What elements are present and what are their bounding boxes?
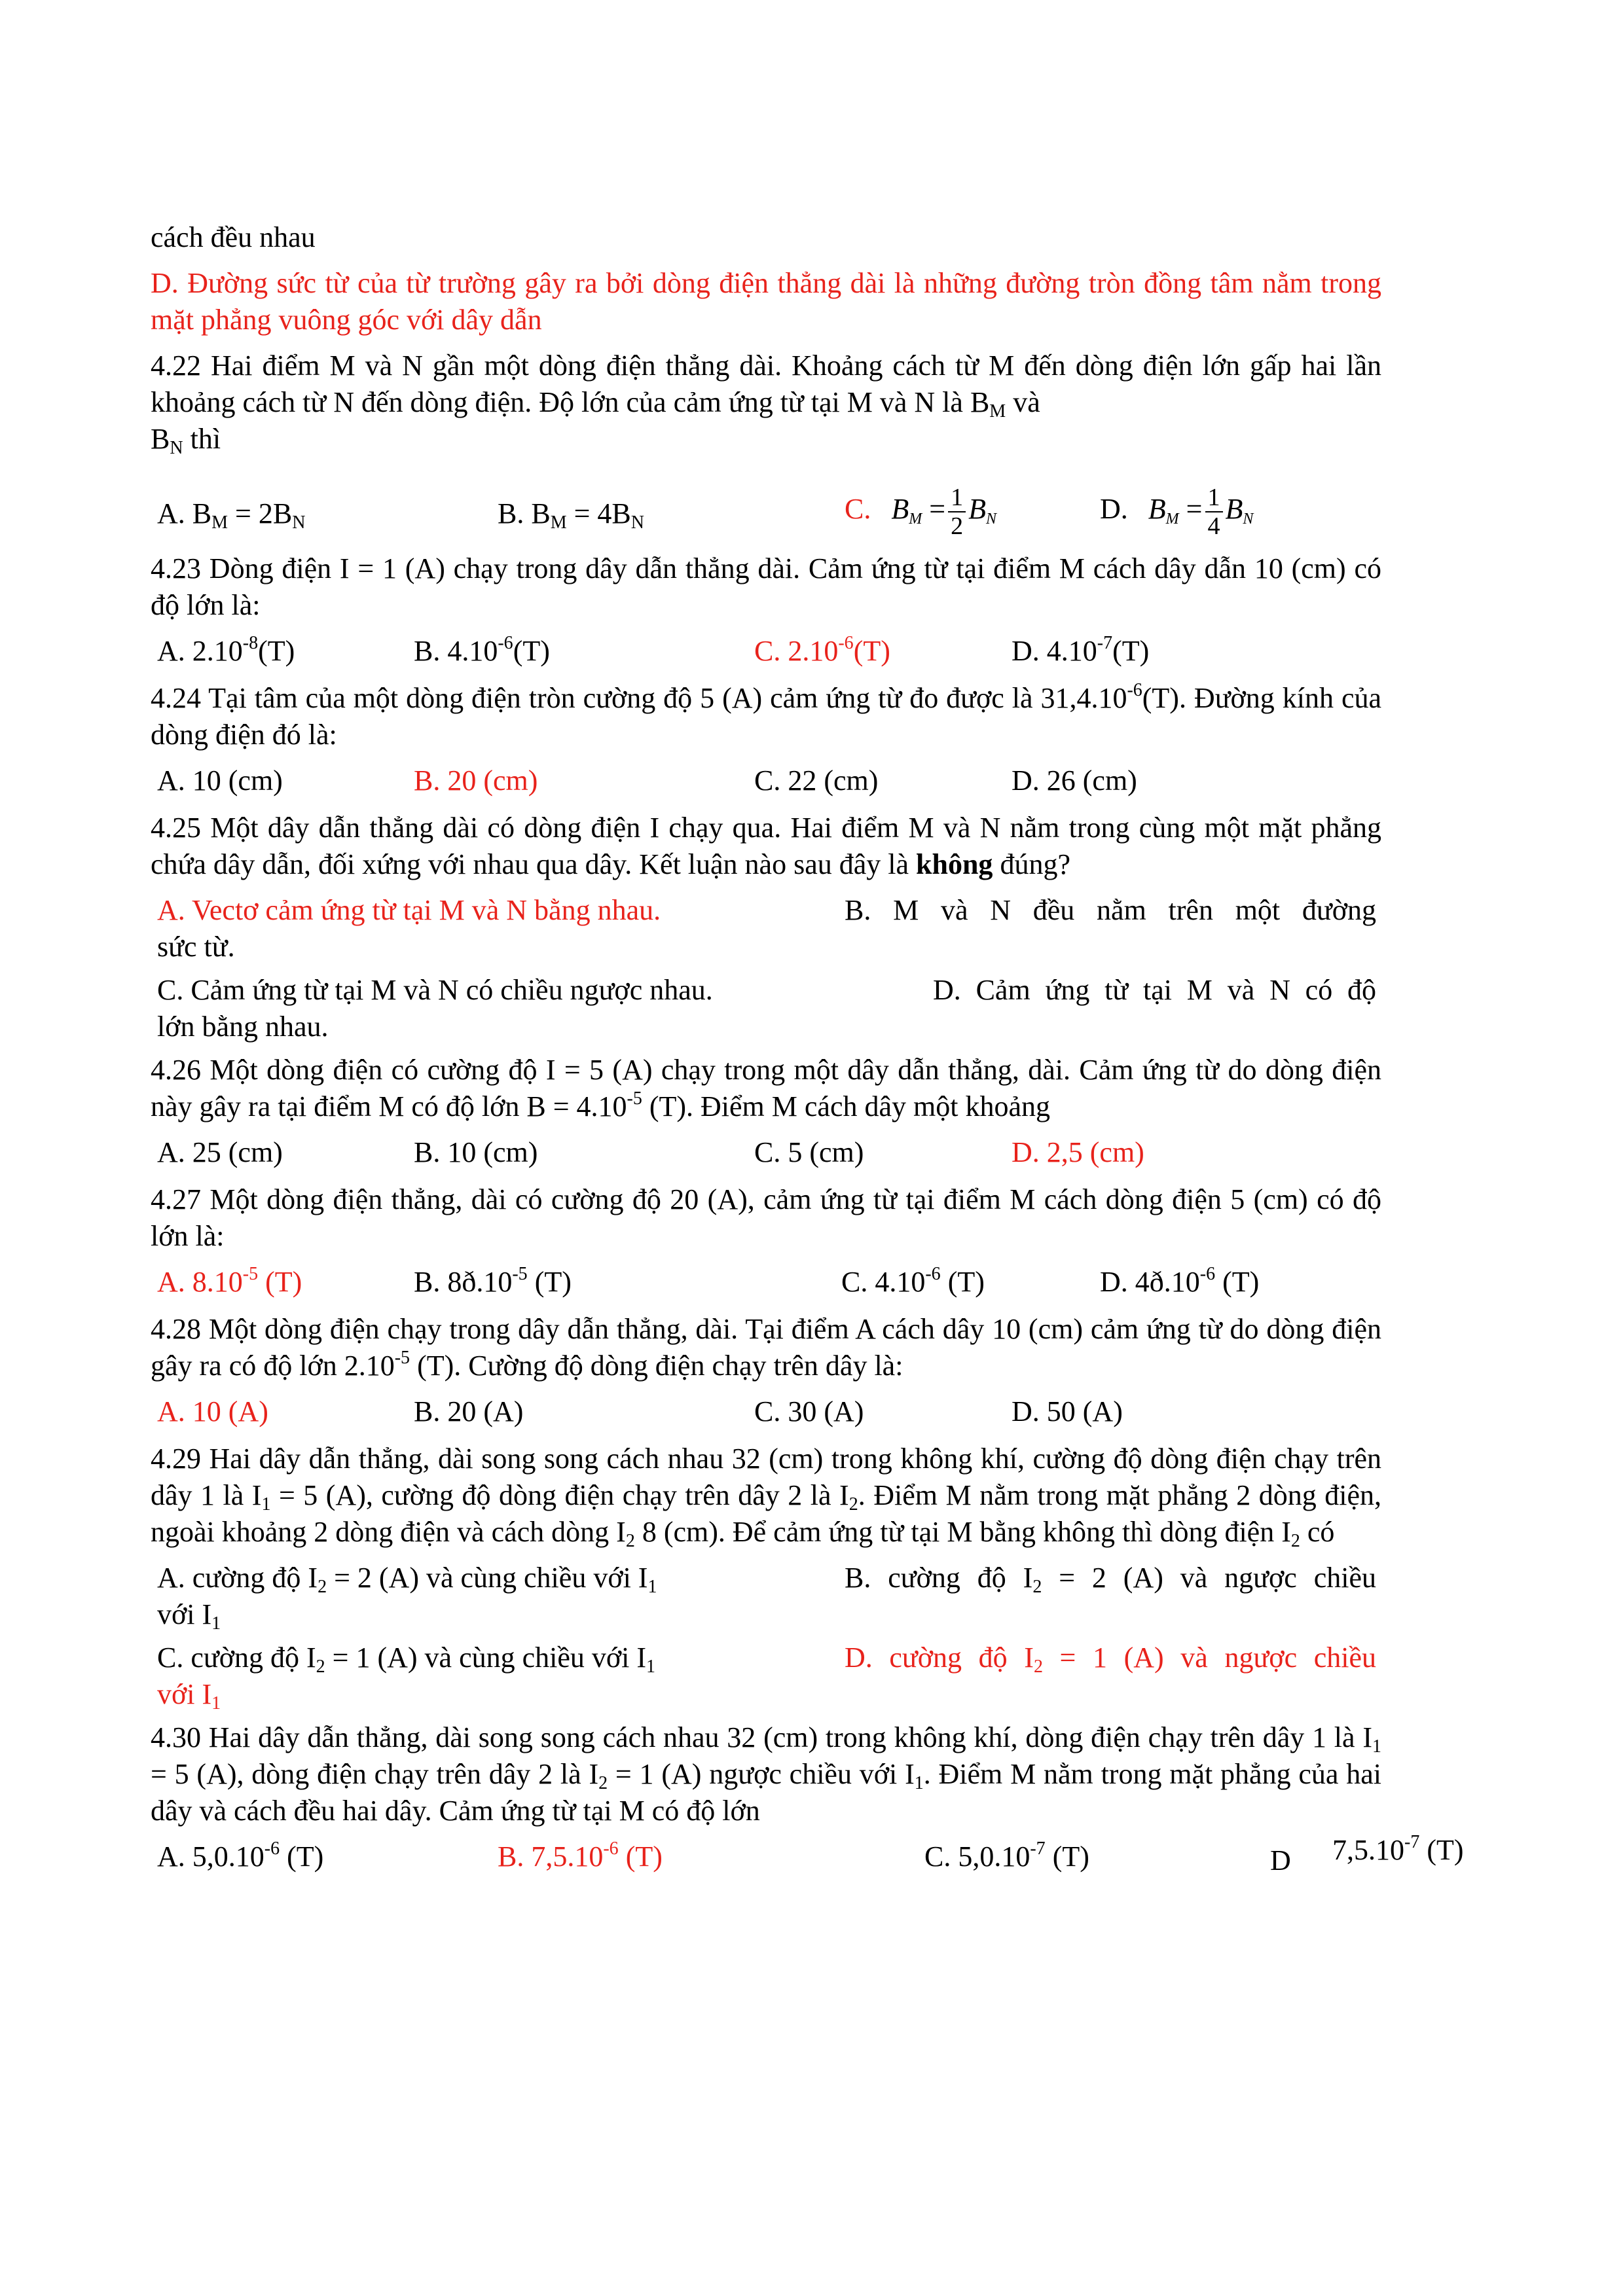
answers-4-30 [157, 1832, 1464, 1878]
option-c: C. BM = $\frac{1}{2}$ BN [845, 484, 996, 540]
option-d: D. 2,5 (cm) [1012, 1136, 1144, 1168]
option-c: C. $5,0.10^{-7}$ (T) [924, 1839, 1089, 1873]
option-b: B. 10 (cm) [414, 1136, 538, 1168]
option-d: D. $4.10^{-7}(T)$ [1012, 633, 1150, 667]
answers-4-29-cd [157, 1640, 1381, 1713]
option-a: A. $5,0.10^{-6}$ (T) [157, 1839, 324, 1873]
option-a: A. 10 (A) [157, 1395, 268, 1427]
answers-4-27 [157, 1264, 1381, 1303]
option-b: B. $B_M = 4B_N$ [498, 497, 645, 533]
option-c: C. 5 (cm) [754, 1136, 864, 1168]
question-4-27: 4.27 Một dòng điện thẳng, dài có cường độ 20 (A), cảm ứng từ tại điểm M cách dòng điện 5 (cm) có độ lớn là: [151, 1183, 1381, 1252]
question-4-30: 4.30 Hai dây dẫn thẳng, dài song song cách nhau 32 (cm) trong không khí, dòng điện chạy trên dây 1 là $I_1 = 5$ (A), dòng điện chạy trên dây 2 là $I_2 = 1$ (A) ngược chiều với $I_1$. Điểm M nằm trong mặt phẳng của hai dây và cách đều hai dây. Cảm ứng từ tại M có độ lớn [151, 1721, 1381, 1827]
question-4-24: 4.24 Tại tâm của một dòng điện tròn cường độ 5 (A) cảm ứng từ đo được là $31,4.10^{-6}(T)$. Đường kính của dòng điện đó là: [151, 680, 1381, 751]
option-d-continued: lớn bằng nhau. [157, 1011, 329, 1043]
question-4-26: 4.26 Một dòng điện có cường độ I = 5 (A) chạy trong một dây dẫn thẳng, dài. Cảm ứng từ do dòng điện này gây ra tại điểm M có độ lớn $B = 4.10^{-5}$ (T). Điểm M cách dây một khoảng [151, 1054, 1381, 1122]
option-d: D. cường độ $I_2 = 1$ (A) và ngược chiều [845, 1641, 1376, 1677]
option-b: B. M và N đều nằm trên một đường [845, 894, 1376, 926]
answers-4-25-ab [157, 892, 1381, 965]
option-d: D. 50 (A) [1012, 1395, 1123, 1427]
option-b: B. $7,5.10^{-6}$ (T) [498, 1839, 663, 1873]
option-b: B. 20 (A) [414, 1395, 524, 1427]
option-b: B. cường độ $I_2 = 2$ (A) và ngược chiều [845, 1562, 1376, 1597]
question-4-23: 4.23 Dòng điện I = 1 (A) chạy trong dây dẫn thẳng dài. Cảm ứng từ tại điểm M cách dây dẫn 10 (cm) có độ lớn là: [151, 552, 1381, 621]
option-c: C. cường độ $I_2 = 1$ (A) và cùng chiều với $I_1$ [157, 1641, 656, 1677]
option-d: D. $4ð.10^{-6}$ (T) [1100, 1264, 1260, 1298]
option-a: A. $B_M = 2B_N$ [157, 497, 306, 533]
option-b: B. 20 (cm) [414, 764, 538, 797]
answers-4-25-cd [157, 972, 1381, 1045]
question-4-25: 4.25 Một dây dẫn thẳng dài có dòng điện I chạy qua. Hai điểm M và N nằm trong cùng một mặt phẳng chứa dây dẫn, đối xứng với nhau qua dây. Kết luận nào sau đây là không đúng? [151, 812, 1381, 880]
option-d-continued: với $I_1$ [157, 1678, 221, 1713]
option-c: C. Cảm ứng từ tại M và N có chiều ngược nhau. [157, 974, 713, 1006]
question-4-28: 4.28 Một dòng điện chạy trong dây dẫn thẳng, dài. Tại điểm A cách dây 10 (cm) cảm ứng từ do dòng điện gây ra có độ lớn $2.10^{-5}$ (T). Cường độ dòng điện chạy trên dây là: [151, 1313, 1381, 1382]
option-b: B. $8ð.10^{-5}$ (T) [414, 1264, 572, 1298]
option-d: D. BM = $\frac{1}{4}$ BN [1100, 484, 1254, 540]
option-a: A. 25 (cm) [157, 1136, 283, 1168]
answers-4-28 [157, 1393, 1381, 1433]
option-a: A. $2.10^{-8}(T)$ [157, 633, 295, 667]
option-a: A. $8.10^{-5}$ (T) [157, 1264, 302, 1298]
option-b: B. $4.10^{-6}(T)$ [414, 633, 550, 667]
intro-option-d: D. Đường sức từ của từ trường gây ra bởi dòng điện thẳng dài là những đường tròn đồng tâm nằm trong mặt phẳng vuông góc với dây dẫn [151, 267, 1381, 336]
option-b-continued: sức từ. [157, 931, 235, 963]
answers-4-29-ab [157, 1560, 1381, 1633]
answers-4-22 [157, 484, 1381, 543]
answers-4-26 [157, 1134, 1381, 1174]
option-c: C. 22 (cm) [754, 764, 879, 797]
worksheet [151, 219, 1464, 1886]
option-d: D. Cảm ứng từ tại M và N có độ [933, 974, 1376, 1006]
option-b-continued: với $I_1$ [157, 1598, 221, 1634]
option-d-label: D [1270, 1844, 1291, 1876]
answers-4-24 [157, 762, 1381, 802]
question-4-22: 4.22 Hai điểm M và N gần một dòng điện thẳng dài. Khoảng cách từ M đến dòng điện lớn gấp hai lần khoảng cách từ N đến dòng điện. Độ lớn của cảm ứng từ tại M và N là $B_M$ và $B_N$ thì [151, 350, 1381, 458]
option-d: $7,5.10^{-7}$ (T) [1332, 1832, 1464, 1866]
option-a: A. Vectơ cảm ứng từ tại M và N bằng nhau. [157, 894, 661, 926]
option-c: C. $2.10^{-6}(T)$ [754, 633, 890, 667]
option-c: C. $4.10^{-6}$ (T) [841, 1264, 985, 1298]
option-a: A. cường độ $I_2 = 2$ (A) và cùng chiều với $I_1$ [157, 1562, 657, 1597]
option-a: A. 10 (cm) [157, 764, 283, 797]
question-4-29: 4.29 Hai dây dẫn thẳng, dài song song cách nhau 32 (cm) trong không khí, cường độ dòng điện chạy trên dây 1 là $I_1 = 5$ (A), cường độ dòng điện chạy trên dây 2 là $I_2$. Điểm M nằm trong mặt phẳng 2 dòng điện, ngoài khoảng 2 dòng điện và cách dòng $I_2$ 8 (cm). Để cảm ứng từ tại M bằng không thì dòng điện $I_2$ có [151, 1443, 1381, 1551]
intro-line: cách đều nhau [151, 221, 316, 253]
answers-4-23 [157, 633, 1381, 672]
option-c: C. 30 (A) [754, 1395, 864, 1427]
option-d: D. 26 (cm) [1012, 764, 1137, 797]
